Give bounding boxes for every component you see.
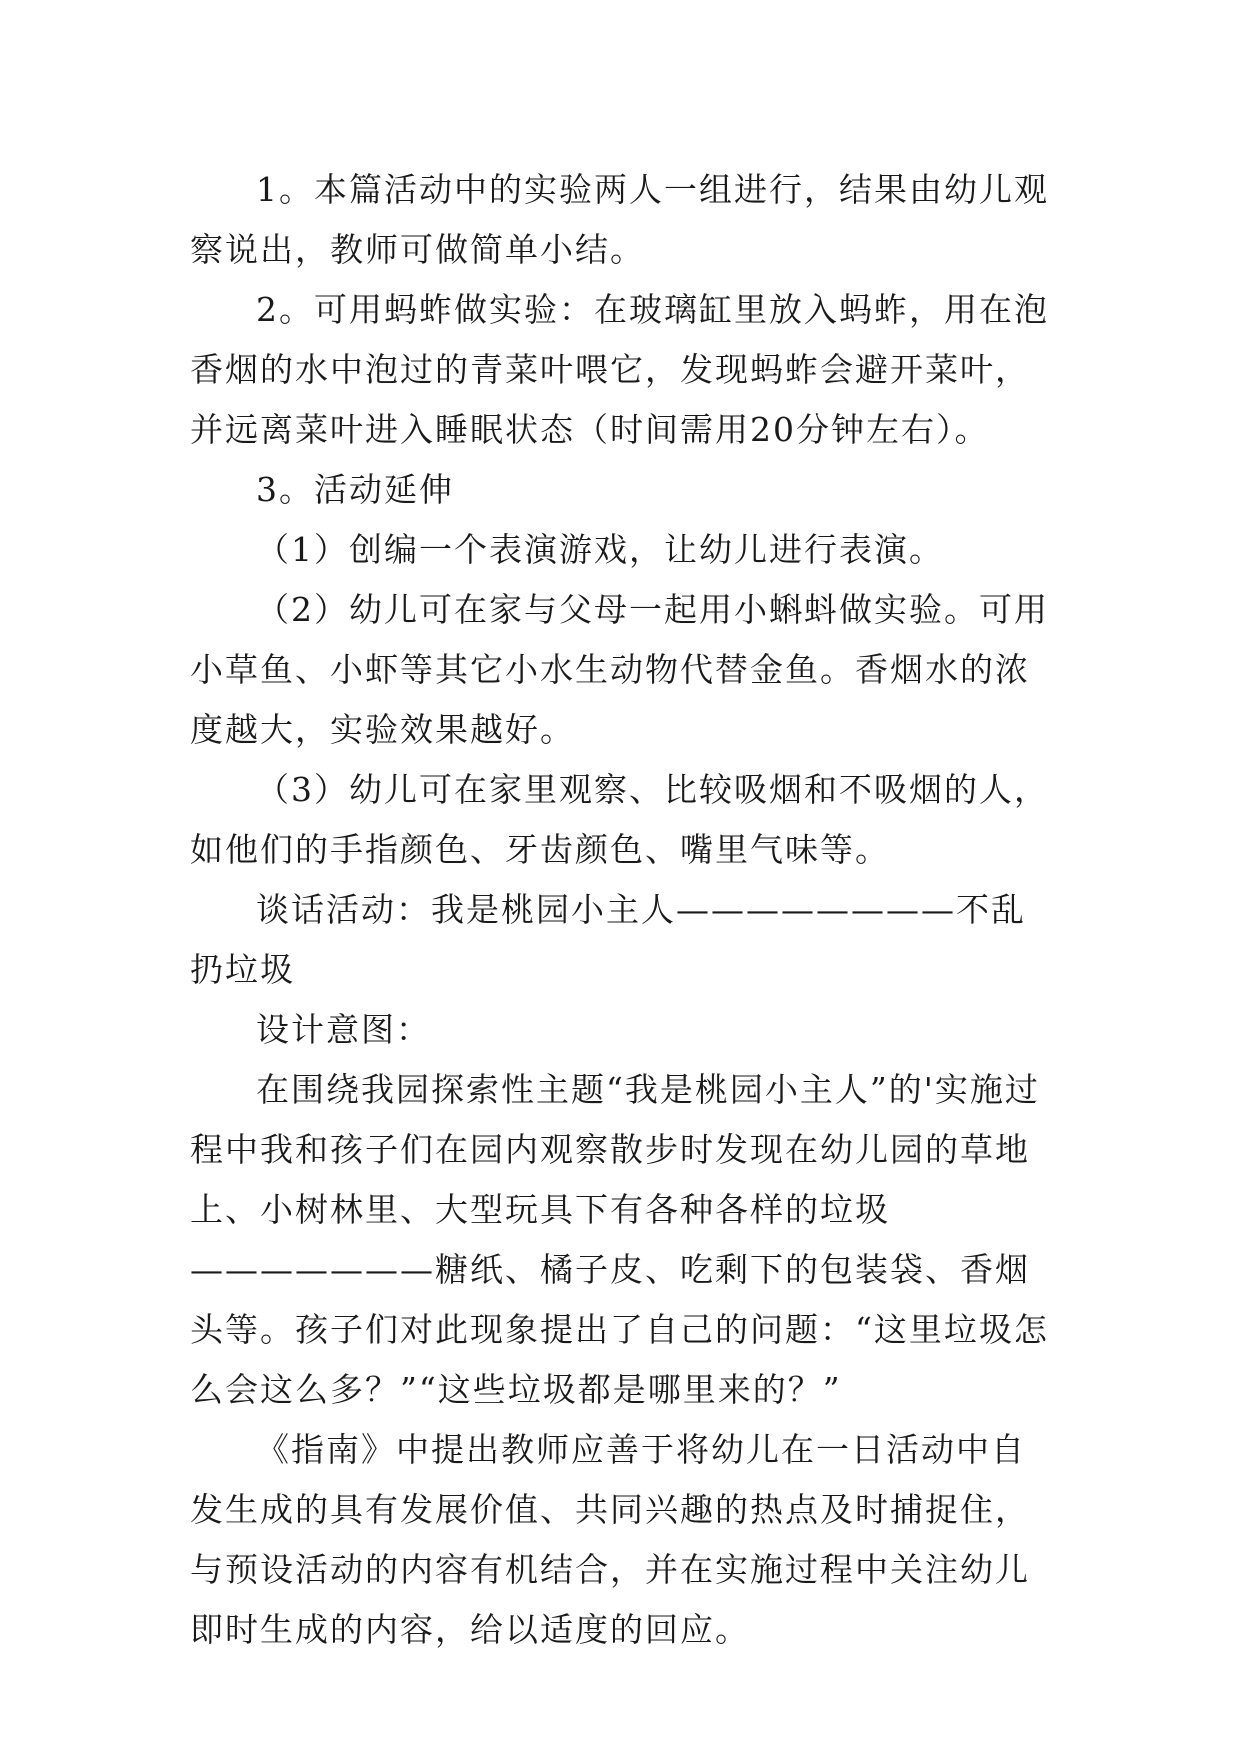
paragraph-guide-quote: 《指南》中提出教师应善于将幼儿在一日活动中自发生成的具有发展价值、共同兴趣的热点及时捕捉住，与预设活动的内容有机结合，并在实施过程中关注幼儿即时生成的内容，给以适度的回应。 xyxy=(190,1430,1030,1649)
document-body xyxy=(190,160,1060,1660)
paragraph-design-intent-body: 在围绕我园探索性主题“我是桃园小主人”的'实施过程中我和孩子们在园内观察散步时发现在幼儿园的草地上、小树林里、大型玩具下有各种各样的垃圾———————糖纸、橘子皮、吃剩下的包装袋、香烟头等。孩子们对此现象提出了自己的问题：“这里垃圾怎么会这么多？”“这些垃圾都是哪里来的？” xyxy=(190,1070,1049,1409)
paragraph-design-intent-heading: 设计意图： xyxy=(256,1010,431,1049)
paragraph-note-1: 1。本篇活动中的实验两人一组进行，结果由幼儿观察说出，教师可做简单小结。 xyxy=(190,170,1049,269)
paragraph-note-3-heading: 3。活动延伸 xyxy=(256,470,454,509)
paragraph-extension-3: （3）幼儿可在家里观察、比较吸烟和不吸烟的人，如他们的手指颜色、牙齿颜色、嘴里气味等。 xyxy=(190,770,1049,869)
paragraph-extension-1: （1）创编一个表演游戏，让幼儿进行表演。 xyxy=(256,530,944,569)
paragraph-extension-2: （2）幼儿可在家与父母一起用小蝌蚪做实验。可用小草鱼、小虾等其它小水生动物代替金鱼。香烟水的浓度越大，实验效果越好。 xyxy=(190,590,1049,749)
paragraph-note-2: 2。可用蚂蚱做实验：在玻璃缸里放入蚂蚱，用在泡香烟的水中泡过的青菜叶喂它，发现蚂蚱会避开菜叶，并远离菜叶进入睡眠状态（时间需用20分钟左右）。 xyxy=(190,290,1049,449)
paragraph-activity-title: 谈话活动：我是桃园小主人————————不乱扔垃圾 xyxy=(190,890,1026,989)
